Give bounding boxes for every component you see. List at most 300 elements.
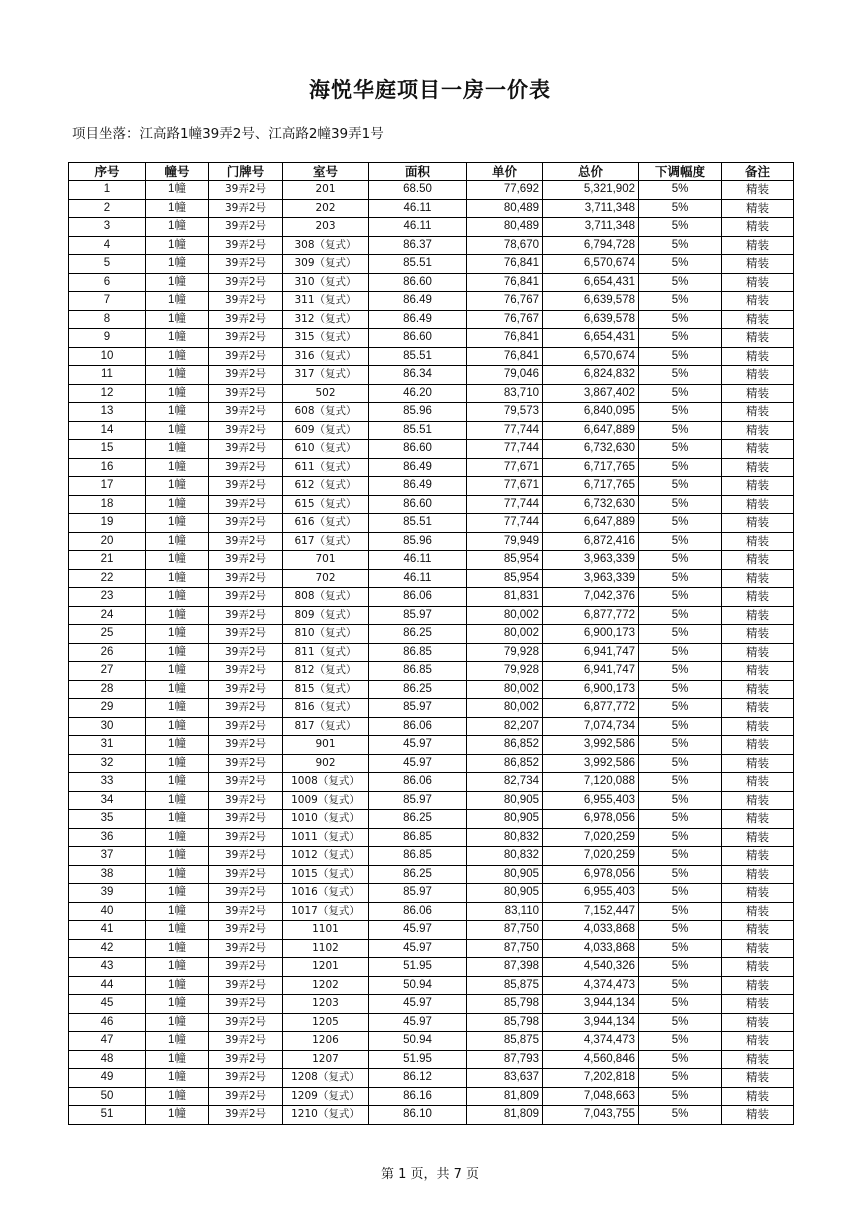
cell-serial: 46 xyxy=(69,1013,146,1032)
cell-serial: 33 xyxy=(69,773,146,792)
table-row xyxy=(69,310,794,329)
cell-total-price: 6,717,765 xyxy=(543,458,639,477)
cell-serial: 49 xyxy=(69,1069,146,1088)
cell-total-price: 7,020,259 xyxy=(543,847,639,866)
cell-discount: 5% xyxy=(639,477,722,496)
cell-door-number: 39弄2号 xyxy=(209,1069,283,1088)
table-row xyxy=(69,921,794,940)
cell-room: 901 xyxy=(283,736,369,755)
cell-room: 316（复式） xyxy=(283,347,369,366)
cell-room: 902 xyxy=(283,754,369,773)
project-location: 项目坐落：江高路1幢39弄2号、江高路2幢39弄1号 xyxy=(72,126,384,142)
cell-building: 1幢 xyxy=(146,273,209,292)
cell-serial: 44 xyxy=(69,976,146,995)
cell-total-price: 6,955,403 xyxy=(543,884,639,903)
cell-total-price: 6,955,403 xyxy=(543,791,639,810)
cell-discount: 5% xyxy=(639,329,722,348)
table-row xyxy=(69,514,794,533)
cell-remark: 精装 xyxy=(722,384,794,403)
cell-door-number: 39弄2号 xyxy=(209,495,283,514)
cell-discount: 5% xyxy=(639,236,722,255)
cell-area: 85.96 xyxy=(369,403,467,422)
cell-remark: 精装 xyxy=(722,754,794,773)
cell-building: 1幢 xyxy=(146,884,209,903)
cell-area: 86.06 xyxy=(369,902,467,921)
cell-total-price: 6,570,674 xyxy=(543,347,639,366)
cell-room: 609（复式） xyxy=(283,421,369,440)
cell-building: 1幢 xyxy=(146,625,209,644)
cell-serial: 11 xyxy=(69,366,146,385)
cell-door-number: 39弄2号 xyxy=(209,273,283,292)
cell-remark: 精装 xyxy=(722,847,794,866)
cell-door-number: 39弄2号 xyxy=(209,588,283,607)
cell-unit-price: 85,954 xyxy=(467,569,543,588)
cell-remark: 精装 xyxy=(722,347,794,366)
cell-area: 86.49 xyxy=(369,310,467,329)
cell-serial: 7 xyxy=(69,292,146,311)
table-row xyxy=(69,366,794,385)
table-row xyxy=(69,1069,794,1088)
cell-serial: 28 xyxy=(69,680,146,699)
header-room: 室号 xyxy=(283,163,369,181)
cell-area: 46.11 xyxy=(369,199,467,218)
cell-area: 85.97 xyxy=(369,606,467,625)
cell-discount: 5% xyxy=(639,218,722,237)
cell-door-number: 39弄2号 xyxy=(209,532,283,551)
cell-room: 1207 xyxy=(283,1050,369,1069)
table-row xyxy=(69,495,794,514)
cell-serial: 20 xyxy=(69,532,146,551)
cell-discount: 5% xyxy=(639,199,722,218)
cell-area: 86.16 xyxy=(369,1087,467,1106)
cell-door-number: 39弄2号 xyxy=(209,569,283,588)
cell-discount: 5% xyxy=(639,995,722,1014)
cell-room: 310（复式） xyxy=(283,273,369,292)
cell-door-number: 39弄2号 xyxy=(209,680,283,699)
cell-door-number: 39弄2号 xyxy=(209,1087,283,1106)
cell-serial: 29 xyxy=(69,699,146,718)
cell-remark: 精装 xyxy=(722,551,794,570)
cell-room: 817（复式） xyxy=(283,717,369,736)
cell-total-price: 6,794,728 xyxy=(543,236,639,255)
cell-unit-price: 80,002 xyxy=(467,606,543,625)
cell-room: 811（复式） xyxy=(283,643,369,662)
cell-remark: 精装 xyxy=(722,736,794,755)
cell-area: 45.97 xyxy=(369,754,467,773)
cell-room: 1203 xyxy=(283,995,369,1014)
cell-building: 1幢 xyxy=(146,366,209,385)
cell-door-number: 39弄2号 xyxy=(209,181,283,200)
cell-building: 1幢 xyxy=(146,810,209,829)
cell-total-price: 4,374,473 xyxy=(543,1032,639,1051)
cell-remark: 精装 xyxy=(722,1050,794,1069)
cell-total-price: 3,944,134 xyxy=(543,995,639,1014)
cell-area: 46.20 xyxy=(369,384,467,403)
cell-area: 85.51 xyxy=(369,421,467,440)
cell-remark: 精装 xyxy=(722,532,794,551)
cell-area: 86.06 xyxy=(369,773,467,792)
table-row xyxy=(69,902,794,921)
cell-total-price: 6,654,431 xyxy=(543,273,639,292)
cell-unit-price: 76,841 xyxy=(467,273,543,292)
cell-total-price: 3,963,339 xyxy=(543,551,639,570)
cell-unit-price: 87,398 xyxy=(467,958,543,977)
cell-room: 608（复式） xyxy=(283,403,369,422)
cell-area: 51.95 xyxy=(369,958,467,977)
cell-discount: 5% xyxy=(639,495,722,514)
cell-room: 702 xyxy=(283,569,369,588)
table-row xyxy=(69,1106,794,1125)
table-row xyxy=(69,532,794,551)
table-row xyxy=(69,717,794,736)
cell-door-number: 39弄2号 xyxy=(209,921,283,940)
table-row xyxy=(69,976,794,995)
cell-serial: 43 xyxy=(69,958,146,977)
cell-room: 1017（复式） xyxy=(283,902,369,921)
cell-remark: 精装 xyxy=(722,791,794,810)
cell-door-number: 39弄2号 xyxy=(209,310,283,329)
cell-serial: 34 xyxy=(69,791,146,810)
table-row xyxy=(69,625,794,644)
cell-discount: 5% xyxy=(639,403,722,422)
cell-area: 45.97 xyxy=(369,1013,467,1032)
cell-unit-price: 85,954 xyxy=(467,551,543,570)
cell-unit-price: 83,637 xyxy=(467,1069,543,1088)
table-row xyxy=(69,773,794,792)
cell-room: 812（复式） xyxy=(283,662,369,681)
cell-total-price: 7,152,447 xyxy=(543,902,639,921)
cell-door-number: 39弄2号 xyxy=(209,477,283,496)
cell-room: 317（复式） xyxy=(283,366,369,385)
table-row xyxy=(69,791,794,810)
cell-remark: 精装 xyxy=(722,662,794,681)
cell-door-number: 39弄2号 xyxy=(209,828,283,847)
cell-unit-price: 76,841 xyxy=(467,329,543,348)
cell-discount: 5% xyxy=(639,255,722,274)
cell-area: 50.94 xyxy=(369,1032,467,1051)
cell-remark: 精装 xyxy=(722,1013,794,1032)
cell-unit-price: 86,852 xyxy=(467,736,543,755)
cell-remark: 精装 xyxy=(722,292,794,311)
cell-serial: 4 xyxy=(69,236,146,255)
cell-discount: 5% xyxy=(639,939,722,958)
cell-room: 1008（复式） xyxy=(283,773,369,792)
cell-door-number: 39弄2号 xyxy=(209,865,283,884)
cell-total-price: 7,043,755 xyxy=(543,1106,639,1125)
cell-room: 1102 xyxy=(283,939,369,958)
cell-total-price: 6,647,889 xyxy=(543,421,639,440)
cell-unit-price: 79,928 xyxy=(467,643,543,662)
cell-remark: 精装 xyxy=(722,477,794,496)
cell-area: 86.85 xyxy=(369,847,467,866)
cell-serial: 51 xyxy=(69,1106,146,1125)
cell-area: 86.10 xyxy=(369,1106,467,1125)
cell-remark: 精装 xyxy=(722,310,794,329)
cell-door-number: 39弄2号 xyxy=(209,810,283,829)
cell-room: 612（复式） xyxy=(283,477,369,496)
cell-serial: 2 xyxy=(69,199,146,218)
cell-area: 86.85 xyxy=(369,662,467,681)
cell-unit-price: 77,671 xyxy=(467,477,543,496)
cell-room: 315（复式） xyxy=(283,329,369,348)
cell-remark: 精装 xyxy=(722,440,794,459)
cell-building: 1幢 xyxy=(146,495,209,514)
cell-total-price: 7,048,663 xyxy=(543,1087,639,1106)
table-row xyxy=(69,255,794,274)
cell-total-price: 7,120,088 xyxy=(543,773,639,792)
cell-unit-price: 86,852 xyxy=(467,754,543,773)
cell-total-price: 6,978,056 xyxy=(543,865,639,884)
table-row xyxy=(69,477,794,496)
cell-discount: 5% xyxy=(639,347,722,366)
table-row xyxy=(69,458,794,477)
cell-room: 1101 xyxy=(283,921,369,940)
cell-area: 86.85 xyxy=(369,828,467,847)
cell-building: 1幢 xyxy=(146,1087,209,1106)
cell-door-number: 39弄2号 xyxy=(209,329,283,348)
table-row xyxy=(69,440,794,459)
cell-serial: 17 xyxy=(69,477,146,496)
cell-total-price: 4,560,846 xyxy=(543,1050,639,1069)
table-row xyxy=(69,384,794,403)
cell-unit-price: 79,949 xyxy=(467,532,543,551)
cell-building: 1幢 xyxy=(146,791,209,810)
table-header xyxy=(69,163,794,181)
cell-room: 1201 xyxy=(283,958,369,977)
cell-building: 1幢 xyxy=(146,643,209,662)
cell-total-price: 7,042,376 xyxy=(543,588,639,607)
cell-discount: 5% xyxy=(639,791,722,810)
cell-building: 1幢 xyxy=(146,588,209,607)
cell-serial: 45 xyxy=(69,995,146,1014)
cell-door-number: 39弄2号 xyxy=(209,606,283,625)
cell-total-price: 6,654,431 xyxy=(543,329,639,348)
cell-remark: 精装 xyxy=(722,939,794,958)
cell-unit-price: 77,744 xyxy=(467,495,543,514)
header-total-price: 总价 xyxy=(543,163,639,181)
cell-discount: 5% xyxy=(639,773,722,792)
cell-remark: 精装 xyxy=(722,958,794,977)
cell-room: 610（复式） xyxy=(283,440,369,459)
cell-room: 615（复式） xyxy=(283,495,369,514)
cell-area: 85.51 xyxy=(369,347,467,366)
cell-discount: 5% xyxy=(639,532,722,551)
cell-discount: 5% xyxy=(639,902,722,921)
cell-building: 1幢 xyxy=(146,421,209,440)
cell-serial: 32 xyxy=(69,754,146,773)
cell-remark: 精装 xyxy=(722,514,794,533)
table-row xyxy=(69,199,794,218)
cell-serial: 30 xyxy=(69,717,146,736)
cell-serial: 16 xyxy=(69,458,146,477)
cell-serial: 47 xyxy=(69,1032,146,1051)
cell-room: 1009（复式） xyxy=(283,791,369,810)
cell-building: 1幢 xyxy=(146,995,209,1014)
cell-total-price: 4,033,868 xyxy=(543,921,639,940)
cell-unit-price: 77,744 xyxy=(467,421,543,440)
table-row xyxy=(69,736,794,755)
cell-total-price: 3,711,348 xyxy=(543,218,639,237)
cell-area: 86.37 xyxy=(369,236,467,255)
cell-unit-price: 85,798 xyxy=(467,995,543,1014)
price-table xyxy=(68,162,794,1125)
cell-unit-price: 76,767 xyxy=(467,310,543,329)
table-row xyxy=(69,828,794,847)
table-row xyxy=(69,754,794,773)
cell-remark: 精装 xyxy=(722,1087,794,1106)
cell-building: 1幢 xyxy=(146,958,209,977)
cell-door-number: 39弄2号 xyxy=(209,384,283,403)
cell-serial: 18 xyxy=(69,495,146,514)
cell-building: 1幢 xyxy=(146,458,209,477)
cell-building: 1幢 xyxy=(146,828,209,847)
cell-room: 809（复式） xyxy=(283,606,369,625)
cell-total-price: 6,877,772 xyxy=(543,606,639,625)
cell-discount: 5% xyxy=(639,754,722,773)
cell-room: 1016（复式） xyxy=(283,884,369,903)
cell-area: 86.12 xyxy=(369,1069,467,1088)
cell-area: 46.11 xyxy=(369,218,467,237)
cell-room: 1015（复式） xyxy=(283,865,369,884)
cell-serial: 21 xyxy=(69,551,146,570)
cell-total-price: 3,867,402 xyxy=(543,384,639,403)
cell-remark: 精装 xyxy=(722,699,794,718)
cell-remark: 精装 xyxy=(722,680,794,699)
cell-door-number: 39弄2号 xyxy=(209,939,283,958)
cell-unit-price: 77,744 xyxy=(467,440,543,459)
cell-unit-price: 87,750 xyxy=(467,939,543,958)
cell-building: 1幢 xyxy=(146,1106,209,1125)
cell-door-number: 39弄2号 xyxy=(209,884,283,903)
table-row xyxy=(69,421,794,440)
cell-room: 815（复式） xyxy=(283,680,369,699)
cell-area: 86.60 xyxy=(369,273,467,292)
cell-discount: 5% xyxy=(639,680,722,699)
cell-door-number: 39弄2号 xyxy=(209,440,283,459)
cell-door-number: 39弄2号 xyxy=(209,773,283,792)
cell-remark: 精装 xyxy=(722,421,794,440)
cell-remark: 精装 xyxy=(722,273,794,292)
table-row xyxy=(69,569,794,588)
cell-serial: 39 xyxy=(69,884,146,903)
table-row xyxy=(69,181,794,200)
cell-door-number: 39弄2号 xyxy=(209,995,283,1014)
cell-remark: 精装 xyxy=(722,569,794,588)
cell-unit-price: 87,793 xyxy=(467,1050,543,1069)
cell-unit-price: 80,489 xyxy=(467,199,543,218)
cell-serial: 38 xyxy=(69,865,146,884)
table-row xyxy=(69,551,794,570)
cell-area: 86.25 xyxy=(369,625,467,644)
cell-unit-price: 76,841 xyxy=(467,347,543,366)
cell-discount: 5% xyxy=(639,1032,722,1051)
cell-discount: 5% xyxy=(639,458,722,477)
cell-serial: 41 xyxy=(69,921,146,940)
table-row xyxy=(69,218,794,237)
cell-discount: 5% xyxy=(639,1013,722,1032)
cell-total-price: 6,978,056 xyxy=(543,810,639,829)
cell-remark: 精装 xyxy=(722,902,794,921)
cell-remark: 精装 xyxy=(722,1032,794,1051)
cell-door-number: 39弄2号 xyxy=(209,717,283,736)
cell-area: 46.11 xyxy=(369,569,467,588)
cell-discount: 5% xyxy=(639,1106,722,1125)
cell-building: 1幢 xyxy=(146,773,209,792)
cell-remark: 精装 xyxy=(722,810,794,829)
cell-discount: 5% xyxy=(639,828,722,847)
cell-unit-price: 82,734 xyxy=(467,773,543,792)
cell-discount: 5% xyxy=(639,273,722,292)
cell-area: 85.51 xyxy=(369,514,467,533)
cell-building: 1幢 xyxy=(146,680,209,699)
cell-serial: 14 xyxy=(69,421,146,440)
cell-discount: 5% xyxy=(639,292,722,311)
cell-total-price: 7,202,818 xyxy=(543,1069,639,1088)
cell-area: 86.85 xyxy=(369,643,467,662)
cell-building: 1幢 xyxy=(146,699,209,718)
cell-total-price: 6,900,173 xyxy=(543,625,639,644)
cell-discount: 5% xyxy=(639,699,722,718)
table-row xyxy=(69,884,794,903)
cell-discount: 5% xyxy=(639,310,722,329)
cell-total-price: 6,639,578 xyxy=(543,310,639,329)
cell-serial: 12 xyxy=(69,384,146,403)
cell-door-number: 39弄2号 xyxy=(209,625,283,644)
cell-room: 1010（复式） xyxy=(283,810,369,829)
cell-remark: 精装 xyxy=(722,1106,794,1125)
cell-discount: 5% xyxy=(639,551,722,570)
cell-room: 1012（复式） xyxy=(283,847,369,866)
cell-area: 86.34 xyxy=(369,366,467,385)
cell-building: 1幢 xyxy=(146,1069,209,1088)
cell-room: 202 xyxy=(283,199,369,218)
cell-area: 86.49 xyxy=(369,292,467,311)
cell-serial: 19 xyxy=(69,514,146,533)
cell-area: 86.06 xyxy=(369,588,467,607)
cell-discount: 5% xyxy=(639,884,722,903)
cell-building: 1幢 xyxy=(146,551,209,570)
cell-total-price: 6,570,674 xyxy=(543,255,639,274)
table-row xyxy=(69,1032,794,1051)
cell-door-number: 39弄2号 xyxy=(209,421,283,440)
cell-room: 808（复式） xyxy=(283,588,369,607)
cell-discount: 5% xyxy=(639,958,722,977)
cell-total-price: 4,374,473 xyxy=(543,976,639,995)
cell-door-number: 39弄2号 xyxy=(209,1106,283,1125)
cell-building: 1幢 xyxy=(146,199,209,218)
cell-remark: 精装 xyxy=(722,495,794,514)
cell-building: 1幢 xyxy=(146,847,209,866)
cell-room: 1209（复式） xyxy=(283,1087,369,1106)
cell-discount: 5% xyxy=(639,643,722,662)
cell-door-number: 39弄2号 xyxy=(209,199,283,218)
cell-building: 1幢 xyxy=(146,236,209,255)
cell-door-number: 39弄2号 xyxy=(209,292,283,311)
table-row xyxy=(69,865,794,884)
cell-building: 1幢 xyxy=(146,329,209,348)
header-row xyxy=(69,163,794,181)
cell-room: 810（复式） xyxy=(283,625,369,644)
cell-area: 85.97 xyxy=(369,791,467,810)
cell-area: 45.97 xyxy=(369,736,467,755)
cell-unit-price: 85,798 xyxy=(467,1013,543,1032)
cell-remark: 精装 xyxy=(722,199,794,218)
cell-total-price: 6,824,832 xyxy=(543,366,639,385)
cell-serial: 26 xyxy=(69,643,146,662)
cell-serial: 23 xyxy=(69,588,146,607)
cell-area: 86.49 xyxy=(369,458,467,477)
cell-room: 1210（复式） xyxy=(283,1106,369,1125)
